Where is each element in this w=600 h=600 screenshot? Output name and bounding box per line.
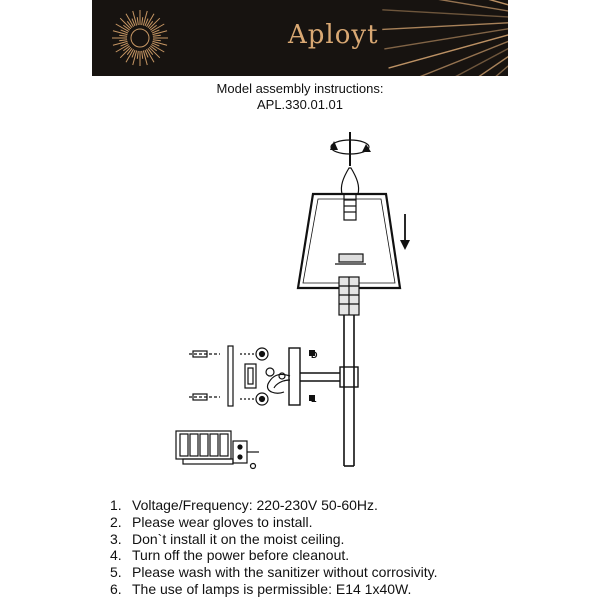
item-number: 5. <box>110 564 122 581</box>
item-text: The use of lamps is permissible: E14 1x40W. <box>132 580 412 597</box>
list-item <box>110 547 438 564</box>
terminal-block <box>176 431 259 469</box>
part-label-d: D <box>311 350 318 360</box>
down-arrow-icon <box>400 214 410 250</box>
item-number: 2. <box>110 513 122 530</box>
lamp-socket <box>339 277 359 315</box>
item-number: 6. <box>110 580 122 597</box>
item-number: 4. <box>110 547 122 564</box>
mounting-bracket <box>228 346 256 406</box>
list-item <box>110 564 438 581</box>
model-number: APL.330.01.01 <box>256 97 344 112</box>
lamp-shade <box>298 194 400 288</box>
list-item <box>110 531 438 548</box>
list-item <box>110 581 438 598</box>
wiring <box>266 368 290 393</box>
title-line: Model assembly instructions: <box>216 81 384 96</box>
rotate-arrow-icon <box>330 132 371 166</box>
brand-logo-text: Aployt <box>288 20 379 50</box>
item-text: Voltage/Frequency: 220-230V 50-60Hz. <box>132 497 378 513</box>
item-text: Don`t install it on the moist ceiling. <box>132 530 345 547</box>
part-label-l: L <box>311 394 317 404</box>
list-item <box>110 497 438 514</box>
item-text: Please wear gloves to install. <box>132 513 313 530</box>
item-number: 3. <box>110 530 122 547</box>
item-text: Turn off the power before cleanout. <box>132 547 350 564</box>
lamp-stem <box>340 315 358 466</box>
item-text: Please wash with the sanitizer without corrosivity. <box>132 564 438 581</box>
instruction-list <box>110 497 438 598</box>
wall-arm <box>300 373 340 381</box>
list-item <box>110 514 438 531</box>
item-number: 1. <box>110 497 122 513</box>
